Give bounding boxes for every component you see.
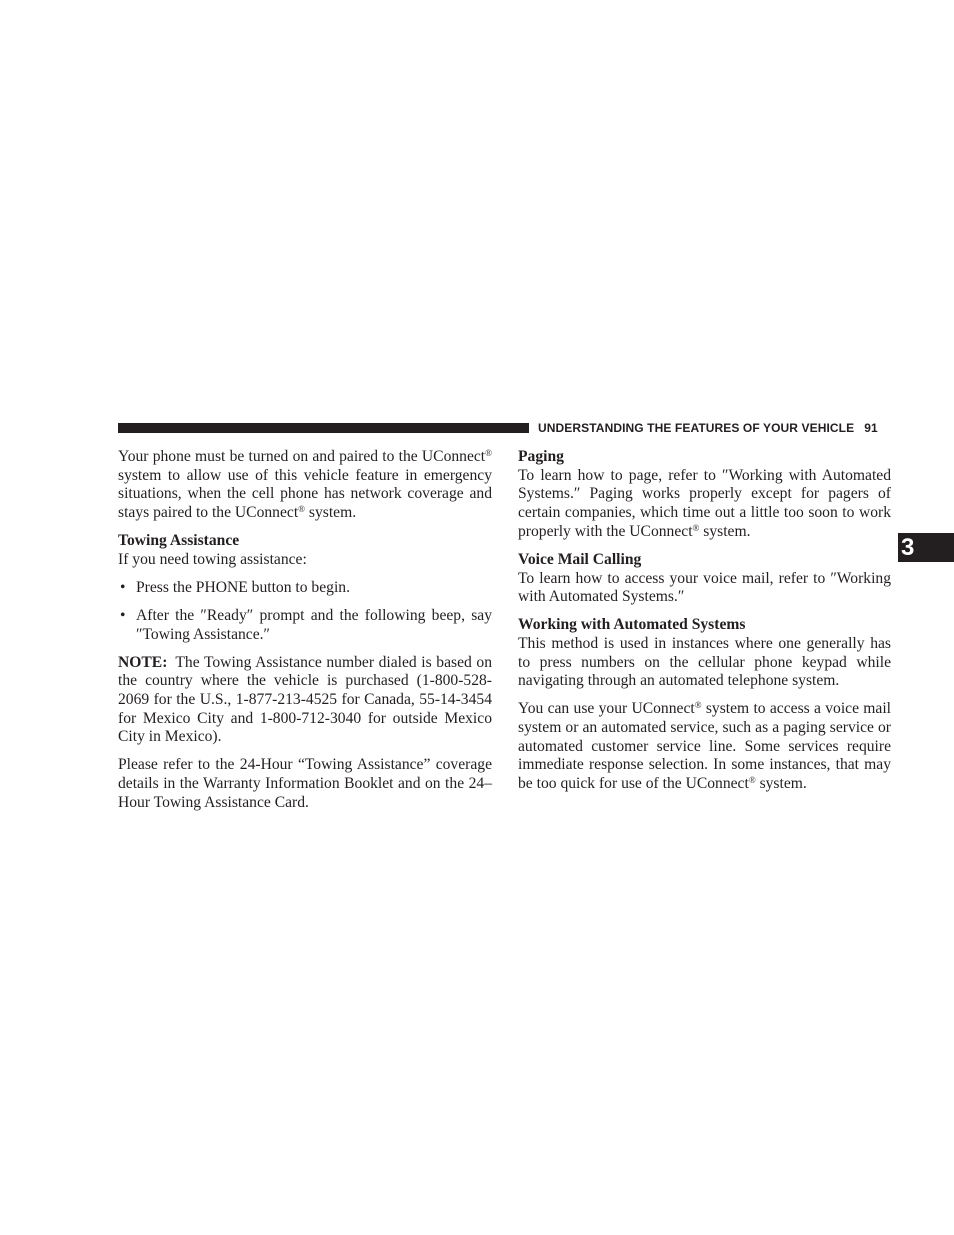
registered-mark: ® [298,504,305,515]
towing-heading: Towing Assistance [118,532,240,550]
note-paragraph: NOTE: The Towing Assistance number dialed is based on the country where the vehicle is purchased (1-800-528-2069 for the U.S., 1-877-213-4525 for Canada, 55-14-3454 for Mexico City and 1-800-712-3040 for outside Mexico City in Mexico). [118,653,492,746]
registered-mark: ® [485,448,492,458]
automated-paragraph-1: This method is used in instances where one generally has to press numbers on the cellular phone keypad while navigating through an automated telephone system. [518,634,891,690]
left-column [118,448,492,822]
registered-mark: ® [748,775,756,786]
chapter-tab: 3 [898,533,954,562]
paging-heading: Paging [518,448,564,465]
intro-paragraph: Your phone must be turned on and paired to the UConnect® system to allow use of this vehicle feature in emergency situations, when the cell phone has network coverage and stays paired to the UConnect® system. [118,448,492,522]
registered-mark: ® [692,522,700,533]
automated-paragraph-2: You can use your UConnect® system to access a voice mail system or an automated service, such as a paging service or automated customer service line. Some services require immediate response selection. In some instances, that may be too quick for use of the UConnect® system. [518,700,891,793]
voicemail-heading: Voice Mail Calling [518,550,642,568]
paging-paragraph: To learn how to page, refer to ″Working with Automated Systems.″ Paging works properly except for pagers of certain companies, which time out a little too soon to work properly with the UConnect® system. [518,466,891,540]
automated-heading: Working with Automated Systems [518,616,746,634]
bullet-icon: • [120,578,126,596]
bullet-icon: • [120,606,126,624]
warranty-paragraph: Please refer to the 24-Hour “Towing Assistance” coverage details in the Warranty Information Booklet and on the 24–Hour Towing Assistance Card. [118,756,492,811]
section-title: UNDERSTANDING THE FEATURES OF YOUR VEHICLE [538,421,855,435]
towing-intro: If you need towing assistance: [118,550,307,568]
registered-mark: ® [694,700,702,711]
list-item: • After the ″Ready″ prompt and the following beep, say ″Towing Assistance.″ [120,606,492,643]
list-item: • Press the PHONE button to begin. [120,578,350,596]
right-column [518,448,891,803]
running-header [538,419,878,437]
note-label: NOTE: [118,653,168,671]
voicemail-paragraph: To learn how to access your voice mail, refer to ″Working with Automated Systems.″ [518,569,891,606]
header-rule [118,423,529,433]
page-number: 91 [864,421,878,435]
towing-steps [118,579,492,644]
